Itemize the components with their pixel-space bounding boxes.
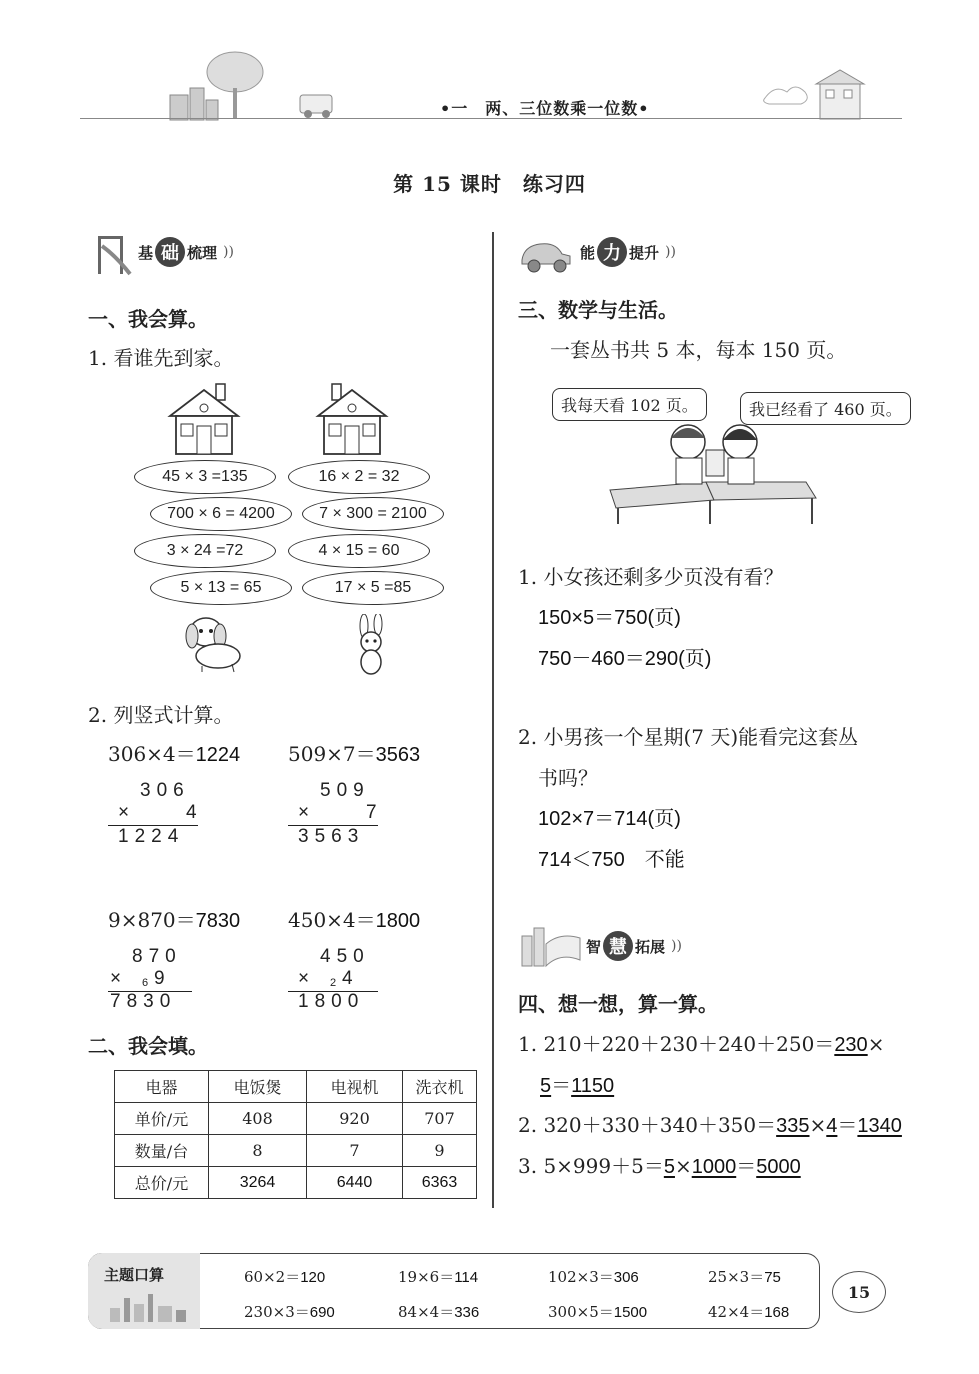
vcalc-3-result: 7830 bbox=[110, 991, 177, 1012]
answer: 75 bbox=[764, 1269, 781, 1286]
header-illustration-left bbox=[150, 50, 370, 122]
vcalc-3-op: × bbox=[110, 968, 128, 989]
s3-question-2-line-1: 2. 小男孩一个星期(7 天)能看完这套丛 bbox=[518, 725, 859, 749]
s3-q1-answer-2: 750－460＝290(页) bbox=[538, 648, 712, 670]
path-oval: 45 × 3 =135 bbox=[134, 460, 276, 494]
vcalc-2-top: 509 bbox=[320, 780, 370, 801]
vcalc-1-result: 1224 bbox=[118, 826, 185, 847]
vcalc-3-top: 870 bbox=[132, 946, 182, 967]
speech-bubble-girl: 我已经看了 460 页。 bbox=[740, 392, 911, 425]
table-cell: 数量/台 bbox=[115, 1135, 209, 1167]
question-text: 1. 210＋220＋230＋240＋250＝ bbox=[518, 1032, 835, 1056]
s3-q2-answer-2: 714＜750 不能 bbox=[538, 849, 685, 871]
expr: 300×5＝ bbox=[548, 1303, 614, 1321]
s3-question-2-line-2: 书吗？ bbox=[538, 766, 598, 790]
header-illustration-right bbox=[760, 68, 900, 120]
section-3-title: 三、数学与生活。 bbox=[518, 298, 678, 322]
price-table bbox=[114, 1070, 477, 1199]
answer: 3563 bbox=[375, 744, 421, 766]
badge-char-2: 慧 bbox=[603, 931, 633, 961]
blank-answer: 5 bbox=[663, 1156, 675, 1178]
vcalc-4-mult: 4 bbox=[342, 968, 359, 989]
operator: × bbox=[809, 1113, 827, 1137]
city-book-icon bbox=[516, 922, 582, 972]
problem-text: 509×7＝ bbox=[288, 742, 376, 766]
vcalc-3-mult: 9 bbox=[154, 968, 171, 989]
s4-question-3 bbox=[518, 1150, 801, 1179]
house-icon-right bbox=[314, 380, 390, 458]
table-cell: 408 bbox=[209, 1103, 307, 1135]
sound-arcs-icon: )) bbox=[671, 938, 682, 954]
badge-char-1: 能 bbox=[580, 243, 596, 262]
blank-answer: 230 bbox=[834, 1034, 868, 1056]
mental-math-item bbox=[708, 1301, 789, 1322]
answer: 690 bbox=[309, 1304, 335, 1321]
answer: 114 bbox=[454, 1269, 479, 1286]
mental-math-item bbox=[708, 1266, 781, 1287]
operator: × bbox=[674, 1154, 692, 1178]
badge-char-1: 智 bbox=[586, 937, 602, 956]
s4-question-2 bbox=[518, 1109, 902, 1138]
car-icon bbox=[516, 236, 576, 274]
problem-text: 306×4＝ bbox=[108, 742, 196, 766]
speech-bubble-boy: 我每天看 102 页。 bbox=[552, 388, 707, 421]
expr: 19×6＝ bbox=[398, 1268, 455, 1286]
s4-question-1 bbox=[518, 1028, 884, 1057]
badge-char-3: 梳理 bbox=[187, 243, 218, 262]
expr: 84×4＝ bbox=[398, 1303, 455, 1321]
mental-math-item bbox=[244, 1301, 335, 1322]
path-oval: 700 × 6 = 4200 bbox=[150, 497, 292, 531]
vcalc-4-problem bbox=[288, 904, 420, 933]
table-cell: 8 bbox=[209, 1135, 307, 1167]
vcalc-2-mult: 7 bbox=[366, 802, 383, 823]
expr: 230×3＝ bbox=[244, 1303, 310, 1321]
page-number: 15 bbox=[832, 1271, 886, 1313]
vcalc-2-result: 3563 bbox=[298, 826, 365, 847]
problem-text: 450×4＝ bbox=[288, 908, 376, 932]
vcalc-1-mult: 4 bbox=[186, 802, 203, 823]
table-row bbox=[115, 1167, 477, 1199]
blank-answer: 4 bbox=[826, 1115, 838, 1137]
table-cell: 6363 bbox=[403, 1167, 477, 1199]
column-divider bbox=[492, 232, 494, 1208]
path-oval: 7 × 300 = 2100 bbox=[302, 497, 444, 531]
section-badge-wisdom bbox=[586, 932, 682, 960]
lesson-title: 第 15 课时 练习四 bbox=[393, 172, 586, 196]
question-2-title: 2. 列竖式计算。 bbox=[88, 703, 234, 727]
blank-answer: 1340 bbox=[857, 1115, 902, 1137]
vcalc-1-top: 306 bbox=[140, 780, 190, 801]
expr: 102×3＝ bbox=[548, 1268, 614, 1286]
table-row bbox=[115, 1103, 477, 1135]
question-1-title: 1. 看谁先到家。 bbox=[88, 346, 234, 370]
mental-math-item bbox=[548, 1266, 639, 1287]
vcalc-4-carry: 2 bbox=[330, 977, 337, 989]
table-cell: 7 bbox=[307, 1135, 403, 1167]
vcalc-3-carry: 6 bbox=[142, 977, 149, 989]
badge-char-2: 础 bbox=[155, 237, 185, 267]
mental-math-item bbox=[244, 1266, 325, 1287]
blank-answer: 5 bbox=[540, 1075, 552, 1097]
answer: 1224 bbox=[195, 744, 241, 766]
vcalc-3-problem bbox=[108, 904, 240, 933]
section-3-intro: 一套丛书共 5 本，每本 150 页。 bbox=[550, 338, 847, 362]
table-cell: 9 bbox=[403, 1135, 477, 1167]
path-oval: 3 × 24 =72 bbox=[134, 534, 276, 568]
vcalc-1-op: × bbox=[118, 802, 136, 823]
expr: 42×4＝ bbox=[708, 1303, 765, 1321]
operator: ＝ bbox=[837, 1113, 858, 1137]
path-oval: 16 × 2 = 32 bbox=[288, 460, 430, 494]
path-oval: 5 × 13 = 65 bbox=[150, 571, 292, 605]
operator: ＝ bbox=[736, 1154, 757, 1178]
students-reading-illustration bbox=[606, 420, 828, 526]
problem-text: 9×870＝ bbox=[108, 908, 196, 932]
table-row bbox=[115, 1135, 477, 1167]
table-cell: 单价/元 bbox=[115, 1103, 209, 1135]
badge-char-3: 提升 bbox=[629, 243, 660, 262]
s3-q2-answer-1: 102×7＝714(页) bbox=[538, 808, 681, 830]
section-4-title: 四、想一想，算一算。 bbox=[518, 992, 718, 1016]
path-oval: 17 × 5 =85 bbox=[302, 571, 444, 605]
table-cell: 707 bbox=[403, 1103, 477, 1135]
mental-math-item bbox=[398, 1266, 478, 1287]
answer: 336 bbox=[454, 1304, 480, 1321]
blank-answer: 335 bbox=[776, 1115, 810, 1137]
answer: 7830 bbox=[195, 910, 241, 932]
table-cell: 6440 bbox=[307, 1167, 403, 1199]
answer: 306 bbox=[613, 1269, 639, 1286]
mental-math-label: 主题口算 bbox=[104, 1266, 165, 1284]
section-badge-ability bbox=[580, 238, 676, 266]
s4-question-1-cont bbox=[540, 1069, 614, 1098]
slide-icon bbox=[90, 232, 134, 276]
section-badge-basics bbox=[138, 238, 234, 266]
puppy-icon bbox=[178, 614, 252, 674]
answer: 1500 bbox=[613, 1304, 648, 1321]
section-2-title: 二、我会填。 bbox=[88, 1034, 208, 1058]
house-icon-left bbox=[166, 380, 242, 458]
blank-answer: 1150 bbox=[571, 1075, 615, 1097]
vcalc-4-op: × bbox=[298, 968, 316, 989]
expr: 25×3＝ bbox=[708, 1268, 765, 1286]
section-1-title: 一、我会算。 bbox=[88, 307, 208, 331]
mental-math-item bbox=[398, 1301, 479, 1322]
vcalc-2-problem bbox=[288, 738, 420, 767]
answer: 168 bbox=[764, 1304, 790, 1321]
operator: ＝ bbox=[551, 1073, 572, 1097]
cityscape-icon bbox=[106, 1290, 190, 1324]
answer: 1800 bbox=[375, 910, 421, 932]
answer: 120 bbox=[300, 1269, 326, 1286]
table-header-cell: 电器 bbox=[115, 1071, 209, 1103]
blank-answer: 5000 bbox=[756, 1156, 801, 1178]
question-text: 2. 320＋330＋340＋350＝ bbox=[518, 1113, 777, 1137]
vcalc-2-op: × bbox=[298, 802, 316, 823]
s3-q1-answer-1: 150×5＝750(页) bbox=[538, 607, 681, 629]
question-text: 3. 5×999＋5＝ bbox=[518, 1154, 664, 1178]
blank-answer: 1000 bbox=[691, 1156, 737, 1178]
table-cell: 总价/元 bbox=[115, 1167, 209, 1199]
table-header-cell: 电饭煲 bbox=[209, 1071, 307, 1103]
badge-char-3: 拓展 bbox=[635, 937, 666, 956]
mental-math-item bbox=[548, 1301, 647, 1322]
table-cell: 3264 bbox=[209, 1167, 307, 1199]
table-header-cell: 洗衣机 bbox=[403, 1071, 477, 1103]
badge-char-2: 力 bbox=[597, 237, 627, 267]
table-header-cell: 电视机 bbox=[307, 1071, 403, 1103]
table-cell: 920 bbox=[307, 1103, 403, 1135]
sound-arcs-icon: )) bbox=[223, 244, 234, 260]
s3-question-1: 1. 小女孩还剩多少页没有看？ bbox=[518, 565, 784, 589]
table-header-row bbox=[115, 1071, 477, 1103]
rabbit-icon bbox=[344, 614, 400, 678]
path-oval: 4 × 15 = 60 bbox=[288, 534, 430, 568]
header-title: •一 两、三位数乘一位数• bbox=[440, 99, 650, 118]
badge-char-1: 基 bbox=[138, 243, 154, 262]
vcalc-1-problem bbox=[108, 738, 240, 767]
sound-arcs-icon: )) bbox=[665, 244, 676, 260]
vcalc-4-top: 450 bbox=[320, 946, 370, 967]
expr: 60×2＝ bbox=[244, 1268, 301, 1286]
operator: × bbox=[867, 1032, 885, 1056]
vcalc-4-result: 1800 bbox=[298, 991, 365, 1012]
